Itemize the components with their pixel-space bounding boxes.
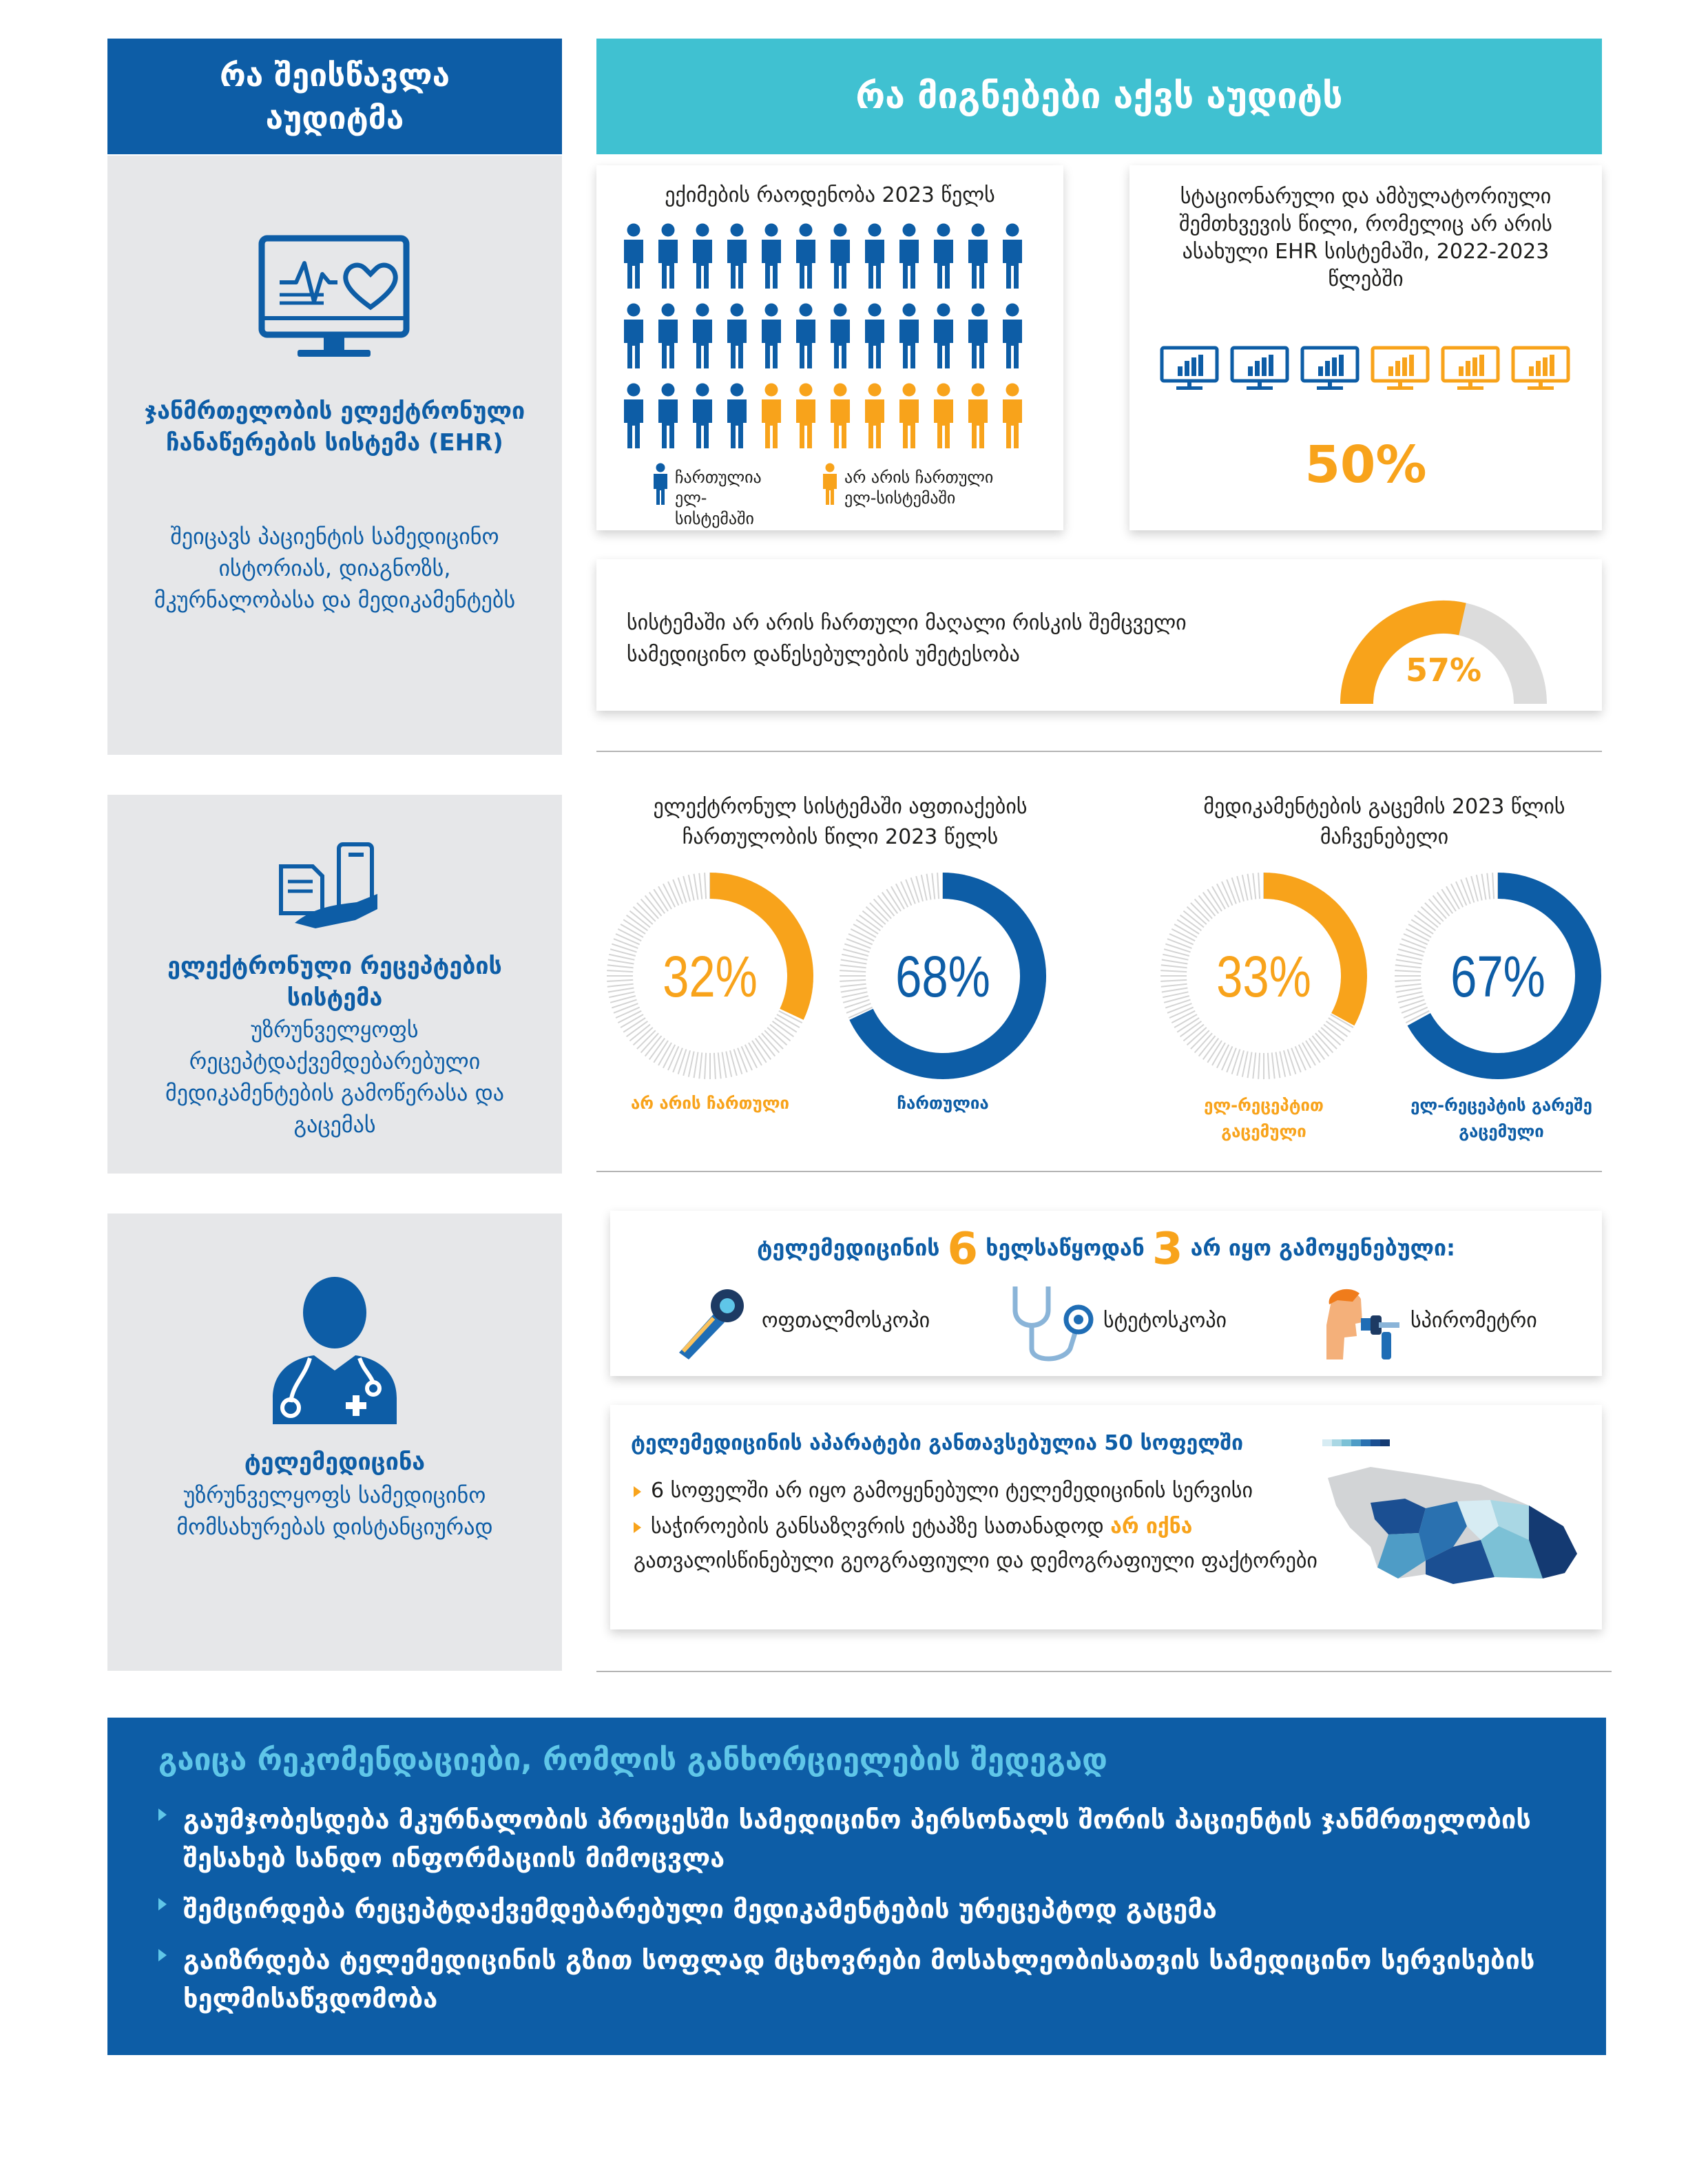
donut-tick: [742, 1046, 752, 1070]
person-connected-icon: [656, 303, 680, 369]
person-connected-icon: [862, 303, 887, 369]
ehr-title-text: ჯანმრთელობის ელექტრონული ჩანაწერების სისტემა (EHR): [144, 397, 525, 457]
devices-headline: [610, 1220, 1602, 1277]
doctors-title: ექიმების რაოდენობა 2023 წელს: [665, 183, 995, 207]
bullet-arrow-icon: [634, 1486, 641, 1497]
devices-card: [610, 1211, 1602, 1376]
monitor-chart-icon: [1230, 346, 1289, 391]
donut-tick: [906, 879, 915, 904]
person-connected-icon: [656, 223, 680, 289]
bullet-arrow-icon: [158, 1949, 167, 1961]
person-connected-icon: [966, 303, 990, 369]
person-not-connected-icon: [862, 383, 887, 449]
person-connected-icon: [690, 303, 715, 369]
medicines-donut1-label: ელ-რეცეპტით გაცემული: [1204, 1096, 1324, 1141]
donut-tick: [1456, 882, 1466, 906]
recommendations-panel: [107, 1718, 1606, 2055]
donut-tick: [932, 873, 935, 899]
donut-tick: [1276, 1052, 1280, 1078]
person-connected-icon: [828, 303, 853, 369]
device2-label: სტეტოსკოპი: [1103, 1309, 1227, 1333]
recommendations-list: [158, 1800, 1563, 2018]
left-header-text: რა შეისწავლა აუდიტმა: [219, 56, 450, 136]
devices-suffix: არ იყო გამოყენებული:: [1190, 1235, 1455, 1261]
eprescription-description-text: უზრუნველყოფს რეცეპტდაქვემდებარებული მედიკამენტების გამოწერასა და გაცემას: [165, 1017, 504, 1138]
person-connected-icon: [1000, 223, 1025, 289]
prescription-hand-icon: [274, 839, 384, 935]
donut-tick: [699, 1052, 702, 1078]
georgia-map: [1322, 1437, 1584, 1609]
doctor-icon: [266, 1274, 404, 1426]
recommendations-title: გაიცა რეკომენდაციები, რომლის განხორციელების შედეგად: [158, 1742, 1107, 1778]
person-connected-icon: [1000, 303, 1025, 369]
donut-tick: [901, 882, 911, 906]
donut-tick: [927, 874, 931, 900]
device1-label: ოფთალმოსკოპი: [762, 1309, 930, 1333]
villages-bullet2-a: საჭიროების განსაზღვრის ეტაპზე სათანადოდ: [651, 1514, 1104, 1539]
villages-bullet2: [634, 1510, 1329, 1578]
devices-total: 6: [947, 1224, 979, 1275]
divider-2: [596, 1171, 1602, 1172]
person-connected-icon: [862, 223, 887, 289]
telemed-description: [135, 1479, 534, 1543]
monitor-row: [1160, 346, 1573, 394]
ehr-title: [135, 395, 534, 459]
right-header: [596, 39, 1602, 154]
person-connected-icon: [759, 303, 784, 369]
left-header: [107, 39, 562, 154]
recommendation-text: გაიზრდება ტელემედიცინის გზით სოფლად მცხოვრები მოსახლეობისათვის სამედიცინო სერვისების ხელმისაწვდომობა: [183, 1945, 1535, 2014]
map-legend-scale: [1322, 1439, 1390, 1446]
spirometer-icon: [1320, 1284, 1402, 1364]
villages-bullet2-highlight: არ იქნა: [1110, 1514, 1193, 1539]
devices-middle: ხელსაწყოდან: [986, 1235, 1145, 1261]
donut-tick: [1291, 1048, 1301, 1072]
medicines-title: მედიკამენტების გაცემის 2023 წლის მაჩვენებელი: [1203, 795, 1565, 849]
donut-tick: [1253, 873, 1256, 899]
donut-tick: [1482, 874, 1486, 900]
ophthalmoscope-icon: [674, 1285, 749, 1361]
telemed-title-text: ტელემედიცინა: [244, 1448, 426, 1476]
high-risk-value: 57%: [1405, 652, 1482, 689]
donut-tick: [1227, 879, 1236, 904]
pharmacies-donut1-label: არ არის ჩართული: [630, 1094, 790, 1113]
divider-1: [596, 751, 1602, 752]
donut-tick: [1253, 1052, 1256, 1078]
pharmacies-donut2-label: ჩართულია: [897, 1094, 989, 1113]
bullet-arrow-icon: [158, 1898, 167, 1910]
donut-tick: [1222, 1046, 1232, 1070]
person-not-connected-icon: [828, 383, 853, 449]
donut-tick: [937, 873, 939, 899]
villages-bullet1-text: 6 სოფელში არ იყო გამოყენებული ტელემედიცინის სერვისი: [651, 1479, 1253, 1503]
recommendation-item: [158, 1941, 1563, 2018]
devices-unused: 3: [1152, 1224, 1183, 1275]
device3-label: სპირომეტრი: [1410, 1309, 1537, 1333]
ehr-description: [135, 521, 534, 616]
person-not-connected-icon: [793, 383, 818, 449]
monitor-chart-icon: [1441, 346, 1500, 391]
cases-title: სტაციონარული და ამბულატორიული შემთხვევის წილი, რომელიც არ არის ასახული EHR სისტემაში, 2022-2023 წლებში: [1179, 185, 1552, 291]
donut-tick: [1248, 1052, 1252, 1078]
eprescription-title: [135, 950, 534, 1014]
donut-tick: [718, 1052, 721, 1078]
bullet-arrow-icon: [634, 1522, 641, 1533]
person-connected-icon: [793, 223, 818, 289]
recommendation-item: [158, 1800, 1563, 1877]
pharmacies-donut1-value: 32%: [663, 944, 758, 1009]
donut-tick: [673, 1048, 683, 1072]
right-header-text: რა მიგნებები აქვს აუდიტს: [855, 76, 1343, 117]
donut-tick: [705, 1053, 706, 1079]
monitor-chart-icon: [1371, 346, 1430, 391]
high-risk-card: [596, 559, 1602, 711]
medicines-donut2-label: ელ-რეცეპტის გარეშე გაცემული: [1410, 1096, 1592, 1141]
donut-tick: [694, 1052, 698, 1078]
person-connected-icon: [897, 303, 921, 369]
high-risk-text: სისტემაში არ არის ჩართული მაღალი რისკის შემცველი სამედიცინო დაწესებულების უმეტესობა: [627, 611, 1187, 667]
stethoscope-icon: [1007, 1282, 1096, 1365]
donut-tick: [673, 879, 683, 904]
person-connected-icon: [897, 223, 921, 289]
donut-tick: [1227, 1048, 1236, 1072]
person-not-connected-icon: [1000, 383, 1025, 449]
monitor-chart-icon: [1160, 346, 1219, 391]
donut-tick: [1258, 873, 1260, 899]
person-connected-icon: [966, 223, 990, 289]
donut-tick: [699, 873, 702, 899]
divider-3: [596, 1671, 1612, 1672]
person-not-connected-icon: [931, 383, 956, 449]
eprescription-description: [135, 1014, 534, 1140]
donut-tick: [1268, 1053, 1269, 1079]
monitor-chart-icon: [1300, 346, 1360, 391]
person-connected-icon: [621, 383, 646, 449]
pharmacies-title: ელექტრონულ სისტემაში აფთიაქების ჩართულობის წილი 2023 წელს: [653, 795, 1028, 849]
person-connected-icon: [690, 383, 715, 449]
donut-tick: [668, 1046, 678, 1070]
ehr-monitor-heart-icon: [255, 234, 413, 365]
donut-tick: [1461, 879, 1470, 904]
donut-tick: [738, 1048, 747, 1072]
person-connected-icon: [656, 383, 680, 449]
legend-person-orange-icon: [821, 463, 839, 506]
person-connected-icon: [793, 303, 818, 369]
cases-value: 50%: [1304, 435, 1427, 494]
person-connected-icon: [725, 223, 749, 289]
villages-card: [610, 1405, 1602, 1629]
person-connected-icon: [759, 223, 784, 289]
person-connected-icon: [931, 223, 956, 289]
villages-bullet2-b: გათვალისწინებული გეოგრაფიული და დემოგრაფიული ფაქტორები: [634, 1549, 1318, 1573]
person-not-connected-icon: [966, 383, 990, 449]
villages-bullet1: [634, 1475, 1364, 1507]
bullet-arrow-icon: [158, 1809, 167, 1821]
person-connected-icon: [931, 303, 956, 369]
donut-tick: [668, 882, 678, 906]
person-connected-icon: [725, 383, 749, 449]
legend-not-connected: არ არის ჩართული ელ-სისტემაში: [844, 468, 994, 508]
person-connected-icon: [690, 223, 715, 289]
telemed-title: [135, 1446, 534, 1478]
donut-tick: [722, 1052, 727, 1078]
donut-tick: [714, 1053, 716, 1079]
recommendation-item: [158, 1890, 1563, 1928]
villages-title: ტელემედიცინის აპარატები განთავსებულია 50 სოფელში: [631, 1431, 1244, 1455]
recommendation-text: შემცირდება რეცეპტდაქვემდებარებული მედიკამენტების ურეცეპტოდ გაცემა: [183, 1894, 1217, 1924]
donut-tick: [694, 874, 698, 900]
donut-tick: [1487, 873, 1490, 899]
telemed-description-text: უზრუნველყოფს სამედიცინო მომსახურებას დისტანციურად: [176, 1482, 493, 1540]
person-not-connected-icon: [897, 383, 921, 449]
ehr-description-text: შეიცავს პაციენტის სამედიცინო ისტორიას, დიაგნოზს, მკურნალობასა და მედიკამენტებს: [154, 523, 516, 613]
legend-connected: ჩართულია ელ-სისტემაში: [675, 468, 762, 528]
pharmacies-donut2-value: 68%: [895, 944, 990, 1009]
person-connected-icon: [828, 223, 853, 289]
donut-tick: [1258, 1053, 1260, 1079]
person-connected-icon: [725, 303, 749, 369]
cases-card: [1129, 165, 1602, 530]
medicines-donut1-value: 33%: [1216, 944, 1311, 1009]
medicines-donut2-value: 67%: [1450, 944, 1545, 1009]
recommendation-text: გაუმჯობესდება მკურნალობის პროცესში სამედიცინო პერსონალს შორის პაციენტის ჯანმრთელობის შესახებ სანდო ინფორმაციის მიმოცვლა: [183, 1804, 1531, 1873]
monitor-chart-icon: [1511, 346, 1570, 391]
doctors-card: [596, 165, 1063, 530]
donut-tick: [1492, 873, 1494, 899]
person-connected-icon: [621, 223, 646, 289]
donut-tick: [1222, 882, 1232, 906]
donut-tick: [1295, 1046, 1306, 1070]
eprescription-title-text: ელექტრონული რეცეპტების სისტემა: [167, 952, 502, 1012]
donut-tick: [705, 873, 706, 899]
person-connected-icon: [621, 303, 646, 369]
donut-tick: [1272, 1052, 1275, 1078]
donut-tick: [1248, 874, 1252, 900]
devices-prefix: ტელემედიცინის: [757, 1235, 940, 1261]
doctors-people-grid: [618, 223, 1045, 457]
person-not-connected-icon: [759, 383, 784, 449]
legend-person-blue-icon: [652, 463, 669, 506]
